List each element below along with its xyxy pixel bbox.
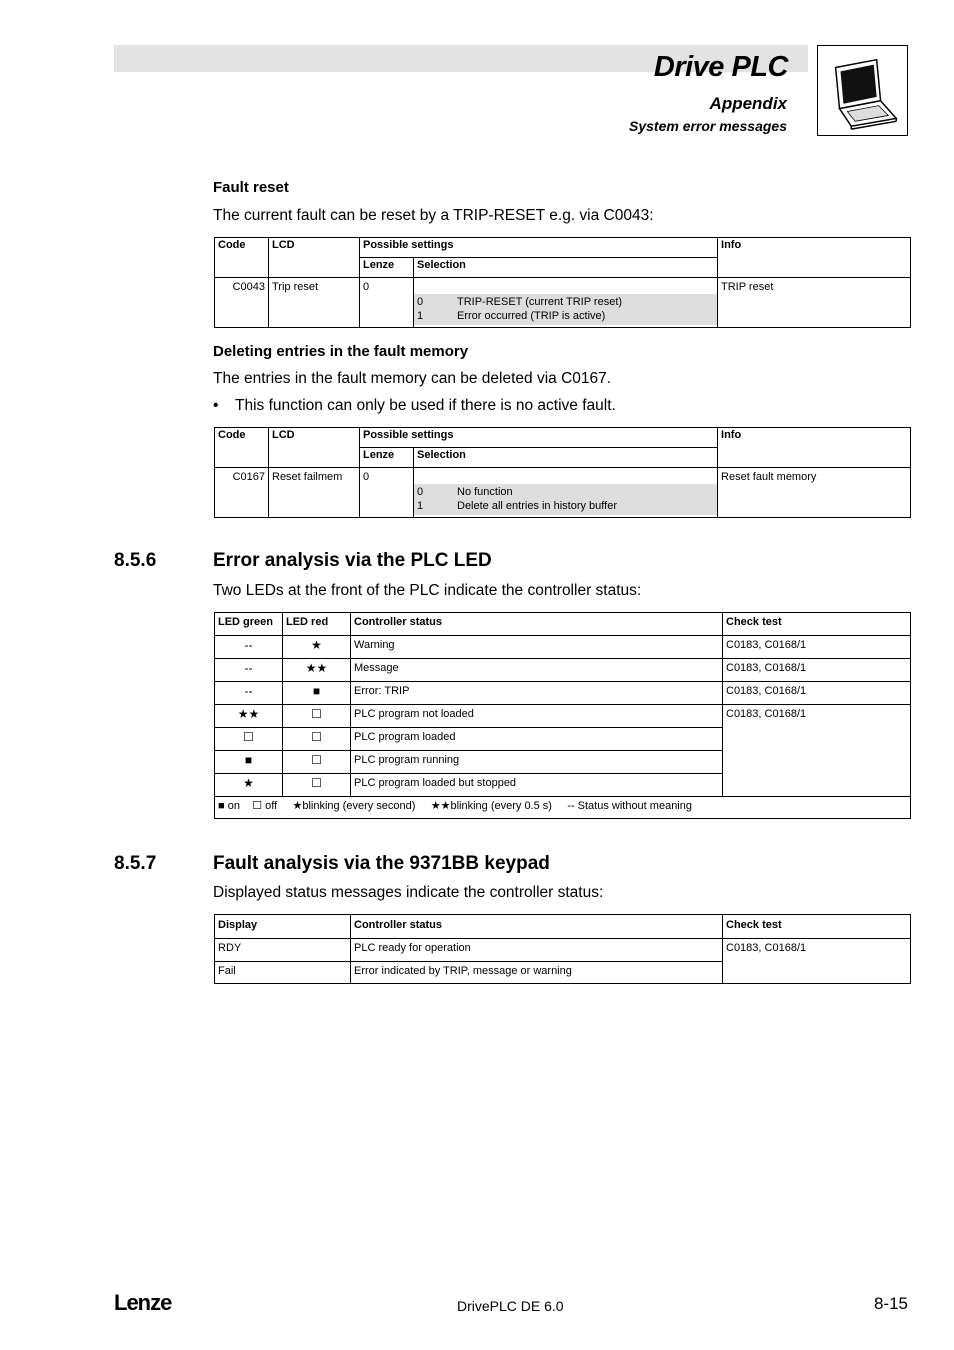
col-header-led-red: LED red [283, 613, 351, 636]
led-red-cell: ☐ [283, 705, 351, 728]
dash-icon: -- [567, 800, 575, 812]
selection-cell [414, 468, 718, 518]
col-header-display: Display [215, 915, 351, 939]
led-green-cell: ■ [215, 751, 283, 774]
section-text: Two LEDs at the front of the PLC indicate the controller status: [213, 582, 642, 599]
delete-entries-text: The entries in the fault memory can be deleted via C0167. [213, 370, 612, 387]
selection-cell [414, 278, 718, 328]
led-red-cell: ☐ [283, 728, 351, 751]
status-cell: PLC program not loaded [351, 705, 723, 728]
table-row [215, 939, 911, 962]
lenze-cell: 0 [360, 278, 414, 328]
option-row: 1 Error occurred (TRIP is active) [417, 310, 606, 322]
fault-reset-heading: Fault reset [213, 179, 289, 196]
col-header-info: Info [718, 428, 911, 468]
led-green-cell: -- [215, 682, 283, 705]
option-row: 0 TRIP-RESET (current TRIP reset) [417, 296, 623, 308]
code-cell: C0167 [215, 468, 269, 518]
led-green-cell: ☐ [215, 728, 283, 751]
section-title: System error messages [629, 118, 787, 134]
col-header-possible: Possible settings [360, 428, 718, 448]
page-title: Drive PLC [653, 51, 788, 83]
bullet-icon: • [213, 397, 219, 414]
col-header-lenze: Lenze [360, 448, 414, 468]
led-red-cell: ★★ [283, 659, 351, 682]
fault-reset-text: The current fault can be reset by a TRIP-RESET e.g. via C0043: [213, 207, 654, 224]
check-cell: C0183, C0168/1 [723, 939, 911, 984]
off-icon: ☐ [252, 800, 263, 812]
delete-entries-heading: Deleting entries in the fault memory [213, 343, 469, 360]
star-icon: ★ [292, 800, 303, 812]
led-red-cell: ☐ [283, 751, 351, 774]
table-row [215, 682, 911, 705]
col-header-selection: Selection [414, 258, 718, 278]
table-row [215, 278, 911, 328]
fault-reset-table [214, 237, 911, 328]
table-row [215, 659, 911, 682]
col-header-lcd: LCD [269, 238, 360, 278]
col-header-info: Info [718, 238, 911, 278]
led-status-table [214, 612, 911, 819]
col-header-possible: Possible settings [360, 238, 718, 258]
option-row: 1 Delete all entries in history buffer [417, 500, 617, 512]
led-green-cell: ★ [215, 774, 283, 797]
led-red-cell: ★ [283, 636, 351, 659]
col-header-controller-status: Controller status [351, 915, 723, 939]
led-green-cell: ★★ [215, 705, 283, 728]
check-cell: C0183, C0168/1 [723, 636, 911, 659]
status-cell: Message [351, 659, 723, 682]
col-header-lenze: Lenze [360, 258, 414, 278]
section-number: 8.5.7 [114, 853, 157, 874]
col-header-selection: Selection [414, 448, 718, 468]
led-red-cell: ☐ [283, 774, 351, 797]
col-header-lcd: LCD [269, 428, 360, 468]
laptop-icon [817, 45, 908, 136]
col-header-code: Code [215, 428, 269, 468]
lenze-logo: Lenze [114, 1290, 172, 1315]
document-id: DrivePLC DE 6.0 [457, 1298, 564, 1314]
double-star-icon: ★★ [430, 800, 451, 812]
status-cell: Error: TRIP [351, 682, 723, 705]
lcd-cell: Reset failmem [269, 468, 360, 518]
page-number: 8-15 [873, 1294, 908, 1313]
info-cell: TRIP reset [718, 278, 911, 328]
table-row [215, 468, 911, 518]
legend-row [215, 797, 911, 819]
status-cell: Error indicated by TRIP, message or warning [351, 962, 723, 984]
delete-entries-table [214, 427, 911, 518]
check-cell: C0183, C0168/1 [723, 705, 911, 797]
status-cell: Warning [351, 636, 723, 659]
table-row [215, 636, 911, 659]
status-cell: PLC program running [351, 751, 723, 774]
section-number: 8.5.6 [114, 550, 157, 571]
lenze-cell: 0 [360, 468, 414, 518]
info-cell: Reset fault memory [718, 468, 911, 518]
col-header-check-test: Check test [723, 613, 911, 636]
display-cell: Fail [215, 962, 351, 984]
col-header-led-green: LED green [215, 613, 283, 636]
section-heading: Fault analysis via the 9371BB keypad [213, 853, 550, 874]
on-icon: ■ [218, 800, 225, 812]
bullet-item: • This function can only be used if there is no active fault. [213, 397, 616, 414]
led-red-cell: ■ [283, 682, 351, 705]
led-green-cell: -- [215, 636, 283, 659]
chapter-title: Appendix [709, 94, 787, 113]
status-cell: PLC program loaded but stopped [351, 774, 723, 797]
code-cell: C0043 [215, 278, 269, 328]
section-heading: Error analysis via the PLC LED [213, 550, 492, 571]
check-cell: C0183, C0168/1 [723, 682, 911, 705]
col-header-controller-status: Controller status [351, 613, 723, 636]
section-text: Displayed status messages indicate the controller status: [213, 884, 604, 901]
led-green-cell: -- [215, 659, 283, 682]
check-cell: C0183, C0168/1 [723, 659, 911, 682]
option-row: 0 No function [417, 486, 513, 498]
col-header-code: Code [215, 238, 269, 278]
lcd-cell: Trip reset [269, 278, 360, 328]
status-cell: PLC program loaded [351, 728, 723, 751]
display-cell: RDY [215, 939, 351, 962]
keypad-status-table [214, 914, 911, 984]
legend: ■ on ☐ off ★blinking (every second) ★★blinking (every 0.5 s) -- Status without meaning [215, 797, 911, 819]
col-header-check-test: Check test [723, 915, 911, 939]
status-cell: PLC ready for operation [351, 939, 723, 962]
table-row [215, 705, 911, 728]
